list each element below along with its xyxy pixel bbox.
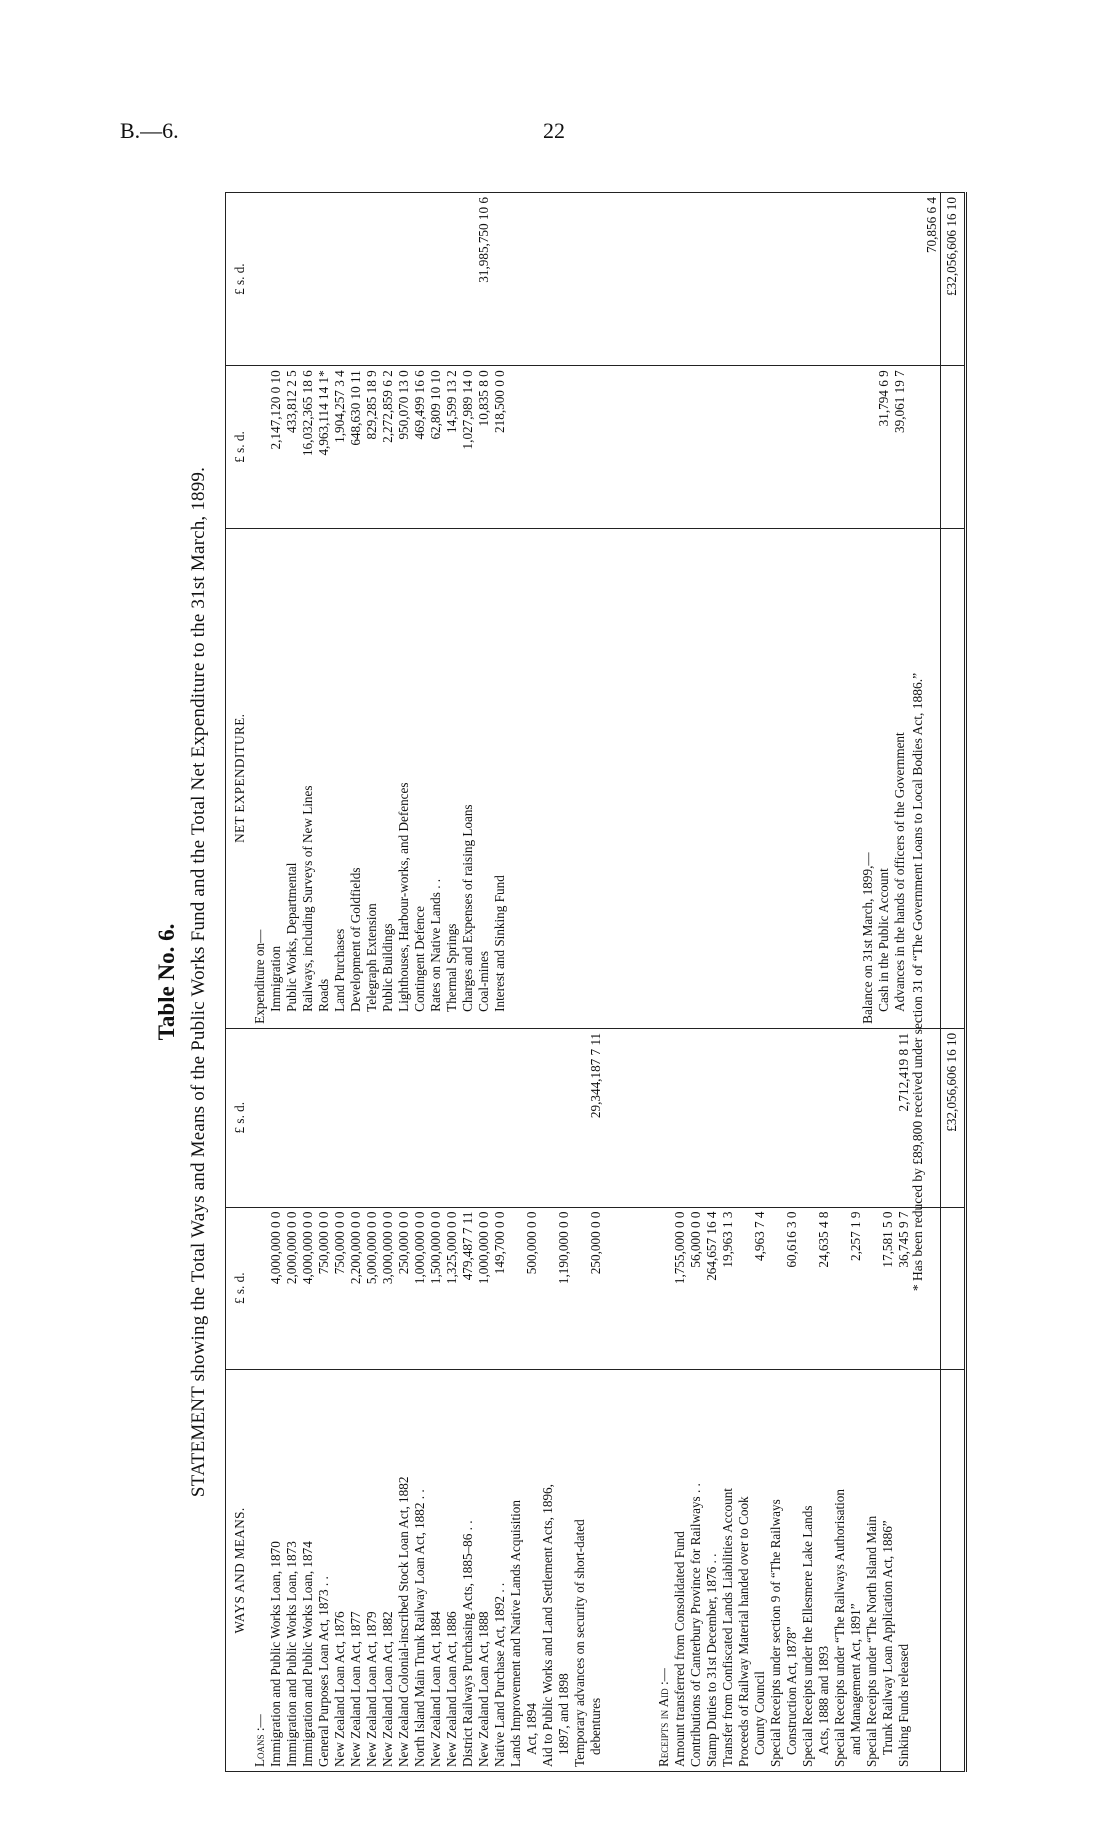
loan-desc: New Zealand Loan Act, 1884 [427,1611,443,1767]
receipt-desc-cont: Trunk Railway Loan Application Act, 1886” [879,1520,895,1755]
receipt-amount: 264,657 16 4 [703,1211,719,1281]
receipt-amount: 1,755,000 0 0 [671,1211,687,1285]
loan-amount: 1,325,000 0 0 [443,1211,459,1285]
receipts-label: Receipts in Aid :— [655,1668,671,1767]
receipt-desc: Stamp Duties to 31st December, 1876 . . [703,1553,719,1767]
receipt-desc: Proceeds of Railway Material handed over to Cook [735,1496,751,1767]
loans-total: 29,344,187 7 11 [587,1032,603,1119]
exp-item-desc: Thermal Springs [443,923,459,1012]
balance-amount: 31,794 6 9 [875,370,891,427]
receipt-desc: Sinking Funds released [895,1643,911,1767]
exp-desc [252,528,941,1028]
loan-amount: 1,500,000 0 0 [427,1211,443,1285]
loan-amount: 500,000 0 0 [523,1211,539,1275]
exp-item-desc: Interest and Sinking Fund [491,875,507,1012]
loan-amount: 479,487 7 11 [459,1211,475,1281]
receipt-amount: 24,635 4 8 [815,1211,831,1268]
ways-loans-amts [252,1207,640,1369]
exp-totals [252,193,941,366]
table-title: STATEMENT showing the Total Ways and Means of the Public Works Fund and the Total Net Expenditure to the 31st March, 1899. [188,466,209,1498]
exp-item-desc: Coal-mines [475,951,491,1012]
loan-desc: New Zealand Colonial-inscribed Stock Loan Act, 1882 [395,1476,411,1767]
loan-desc: District Railways Purchasing Acts, 1885–86 . . [459,1520,475,1767]
exp-item-desc: Development of Goldfields [347,867,363,1012]
loan-amount: 2,000,000 0 0 [283,1211,299,1285]
ways-receipts-total-cell [640,1028,940,1207]
footnote: * Has been reduced by £89,800 received under section 31 of “The Government Loans to Local Bodies Act, 1886.” [910,672,925,1292]
exp-item-amount: 1,027,989 14 0 [459,370,475,450]
exp-item-desc: Roads [315,978,331,1012]
loan-amount: 3,000,000 0 0 [379,1211,395,1285]
exp-item-amount: 2,147,120 0 10 [267,370,283,450]
exp-item-amount: 62,809 10 10 [427,370,443,440]
balance-desc: Advances in the hands of officers of the Government [891,732,907,1012]
loan-desc: Aid to Public Works and Land Settlement Acts, 1896, [539,1484,555,1767]
page-ref: B.—6. [120,118,179,143]
loan-desc: Immigration and Public Works Loan, 1873 [283,1541,299,1767]
exp-item-amount: 648,630 10 11 [347,370,363,446]
rotated-stage [150,162,980,1802]
exp-item-desc: Telegraph Extension [363,903,379,1012]
receipt-desc: Special Receipts under “The North Island Main [863,1515,879,1767]
receipt-amount: 2,257 1 9 [847,1211,863,1261]
loan-amount: 5,000,000 0 0 [363,1211,379,1285]
receipt-amount: 4,963 7 4 [751,1211,767,1261]
exp-intro: Expenditure on— [251,929,267,1024]
balance-total: 70,856 6 4 [923,197,939,254]
ways-loans-desc [252,1369,640,1771]
receipt-desc: Special Receipts under the Ellesmere Lake Lands [799,1505,815,1767]
ways-receipts-desc [640,1369,940,1771]
loans-label: Loans :— [251,1714,267,1767]
exp-item-desc: Land Purchases [331,928,347,1012]
exp-item-desc: Public Works, Departmental [283,862,299,1012]
loan-desc: General Purposes Loan Act, 1873 . . [315,1576,331,1767]
balance-amount: 39,061 19 7 [891,370,907,433]
receipt-amount: 56,000 0 0 [687,1211,703,1268]
receipt-desc: Special Receipts under “The Railways Authorisation [831,1489,847,1767]
loan-desc: New Zealand Loan Act, 1877 [347,1611,363,1767]
exp-item-amount: 218,500 0 0 [491,370,507,433]
ways-grand-total: £32,056,606 16 10 [940,1028,965,1207]
exp-item-amount: 14,599 13 2 [443,370,459,433]
loan-desc: New Zealand Loan Act, 1879 [363,1611,379,1767]
page-number: 22 [543,118,565,143]
loan-desc: Immigration and Public Works Loan, 1870 [267,1541,283,1767]
loan-amount: 750,000 0 0 [315,1211,331,1275]
loan-amount: 250,000 0 0 [395,1211,411,1275]
loan-amount: 4,000,000 0 0 [299,1211,315,1285]
receipt-amount: 17,581 5 0 [879,1211,895,1268]
loan-amount: 1,000,000 0 0 [411,1211,427,1285]
exp-item-amount: 10,835 8 0 [475,370,491,427]
exp-item-desc: Public Buildings [379,923,395,1012]
exp-item-desc: Contingent Defence [411,906,427,1012]
exp-item-desc: Charges and Expenses of raising Loans [459,804,475,1012]
exp-item-amount: 829,285 18 9 [363,370,379,440]
receipt-amount: 36,745 9 7 [895,1211,911,1268]
loan-desc-cont: Act, 1894 [523,1702,539,1755]
statement-table [225,192,967,1772]
exp-unit-header: £ s. d. [226,366,252,528]
balance-label: Balance on 31st March, 1899,— [859,852,875,1024]
loan-desc-cont: debentures [587,1697,603,1755]
loan-desc: New Zealand Loan Act, 1882 [379,1611,395,1767]
receipt-amount: 19,963 1 3 [719,1211,735,1268]
loan-desc: Lands Improvement and Native Lands Acquisition [507,1500,523,1767]
table-label: Table No. 6. [154,923,179,1041]
loan-desc: New Zealand Loan Act, 1888 [475,1611,491,1767]
exp-item-amount: 433,812 2 5 [283,370,299,433]
loan-amount: 1,000,000 0 0 [475,1211,491,1285]
ways-unit-header: £ s. d. [226,1207,252,1369]
ways-heading: WAYS AND MEANS. [226,1369,252,1771]
receipt-desc-cont: Acts, 1888 and 1893 [815,1645,831,1755]
rotated-content [150,162,980,1802]
exp-item-desc: Lighthouses, Harbour-works, and Defences [395,782,411,1012]
loan-desc: New Zealand Loan Act, 1876 [331,1611,347,1767]
loan-desc: Temporary advances on security of short-dated [571,1519,587,1767]
exp-item-desc: Immigration [267,945,283,1012]
exp-item-amount: 950,070 13 0 [395,370,411,440]
loan-desc: Native Land Purchase Act, 1892 . . [491,1582,507,1767]
loan-amount: 2,200,000 0 0 [347,1211,363,1285]
exp-item-amount: 2,272,859 6 2 [379,370,395,443]
ways-receipts-amts [640,1207,940,1369]
ways-loans-total-cell [252,1028,640,1207]
loan-desc-cont: 1897, and 1898 [555,1673,571,1755]
loan-amount: 750,000 0 0 [331,1211,347,1275]
exp-item-amount: 4,963,114 14 1* [315,370,331,456]
receipt-desc: Contributions of Canterbury Province for Railways . . [687,1483,703,1767]
exp-heading: NET EXPENDITURE. [226,528,252,1028]
receipt-amount: 60,616 3 0 [783,1211,799,1268]
exp-item-amount: 469,499 16 6 [411,370,427,440]
receipt-desc: Special Receipts under section 9 of “The Railways [767,1499,783,1767]
exp-item-desc: Railways, including Surveys of New Lines [299,785,315,1012]
receipt-desc-cont: Construction Act, 1878” [783,1626,799,1755]
loan-amount: 4,000,000 0 0 [267,1211,283,1285]
loan-amount: 250,000 0 0 [587,1211,603,1275]
exp-item-desc: Rates on Native Lands . . [427,878,443,1012]
loan-desc: North Island Main Trunk Railway Loan Act, 1882 . . [411,1489,427,1767]
loan-amount: 1,190,000 0 0 [555,1211,571,1285]
exp-item-amount: 16,032,365 18 6 [299,370,315,457]
receipt-desc-cont: County Council [751,1671,767,1755]
ways-total-header: £ s. d. [226,1028,252,1207]
loan-amount: 149,700 0 0 [491,1211,507,1275]
exp-total-header: £ s. d. [226,193,252,366]
balance-desc: Cash in the Public Account [875,868,891,1012]
exp-grand-total: £32,056,606 16 10 [940,193,965,366]
receipts-total: 2,712,419 8 11 [895,1032,911,1112]
exp-amts [252,366,941,528]
receipt-desc-cont: and Management Act, 1891” [847,1603,863,1755]
loan-desc: New Zealand Loan Act, 1886 [443,1611,459,1767]
receipt-desc: Transfer from Confiscated Lands Liabilities Account [719,1488,735,1767]
loan-desc: Immigration and Public Works Loan, 1874 [299,1541,315,1767]
exp-item-amount: 1,904,257 3 4 [331,370,347,443]
receipt-desc: Amount transferred from Consolidated Fund [671,1531,687,1767]
exp-items-total: 31,985,750 10 6 [475,197,491,283]
